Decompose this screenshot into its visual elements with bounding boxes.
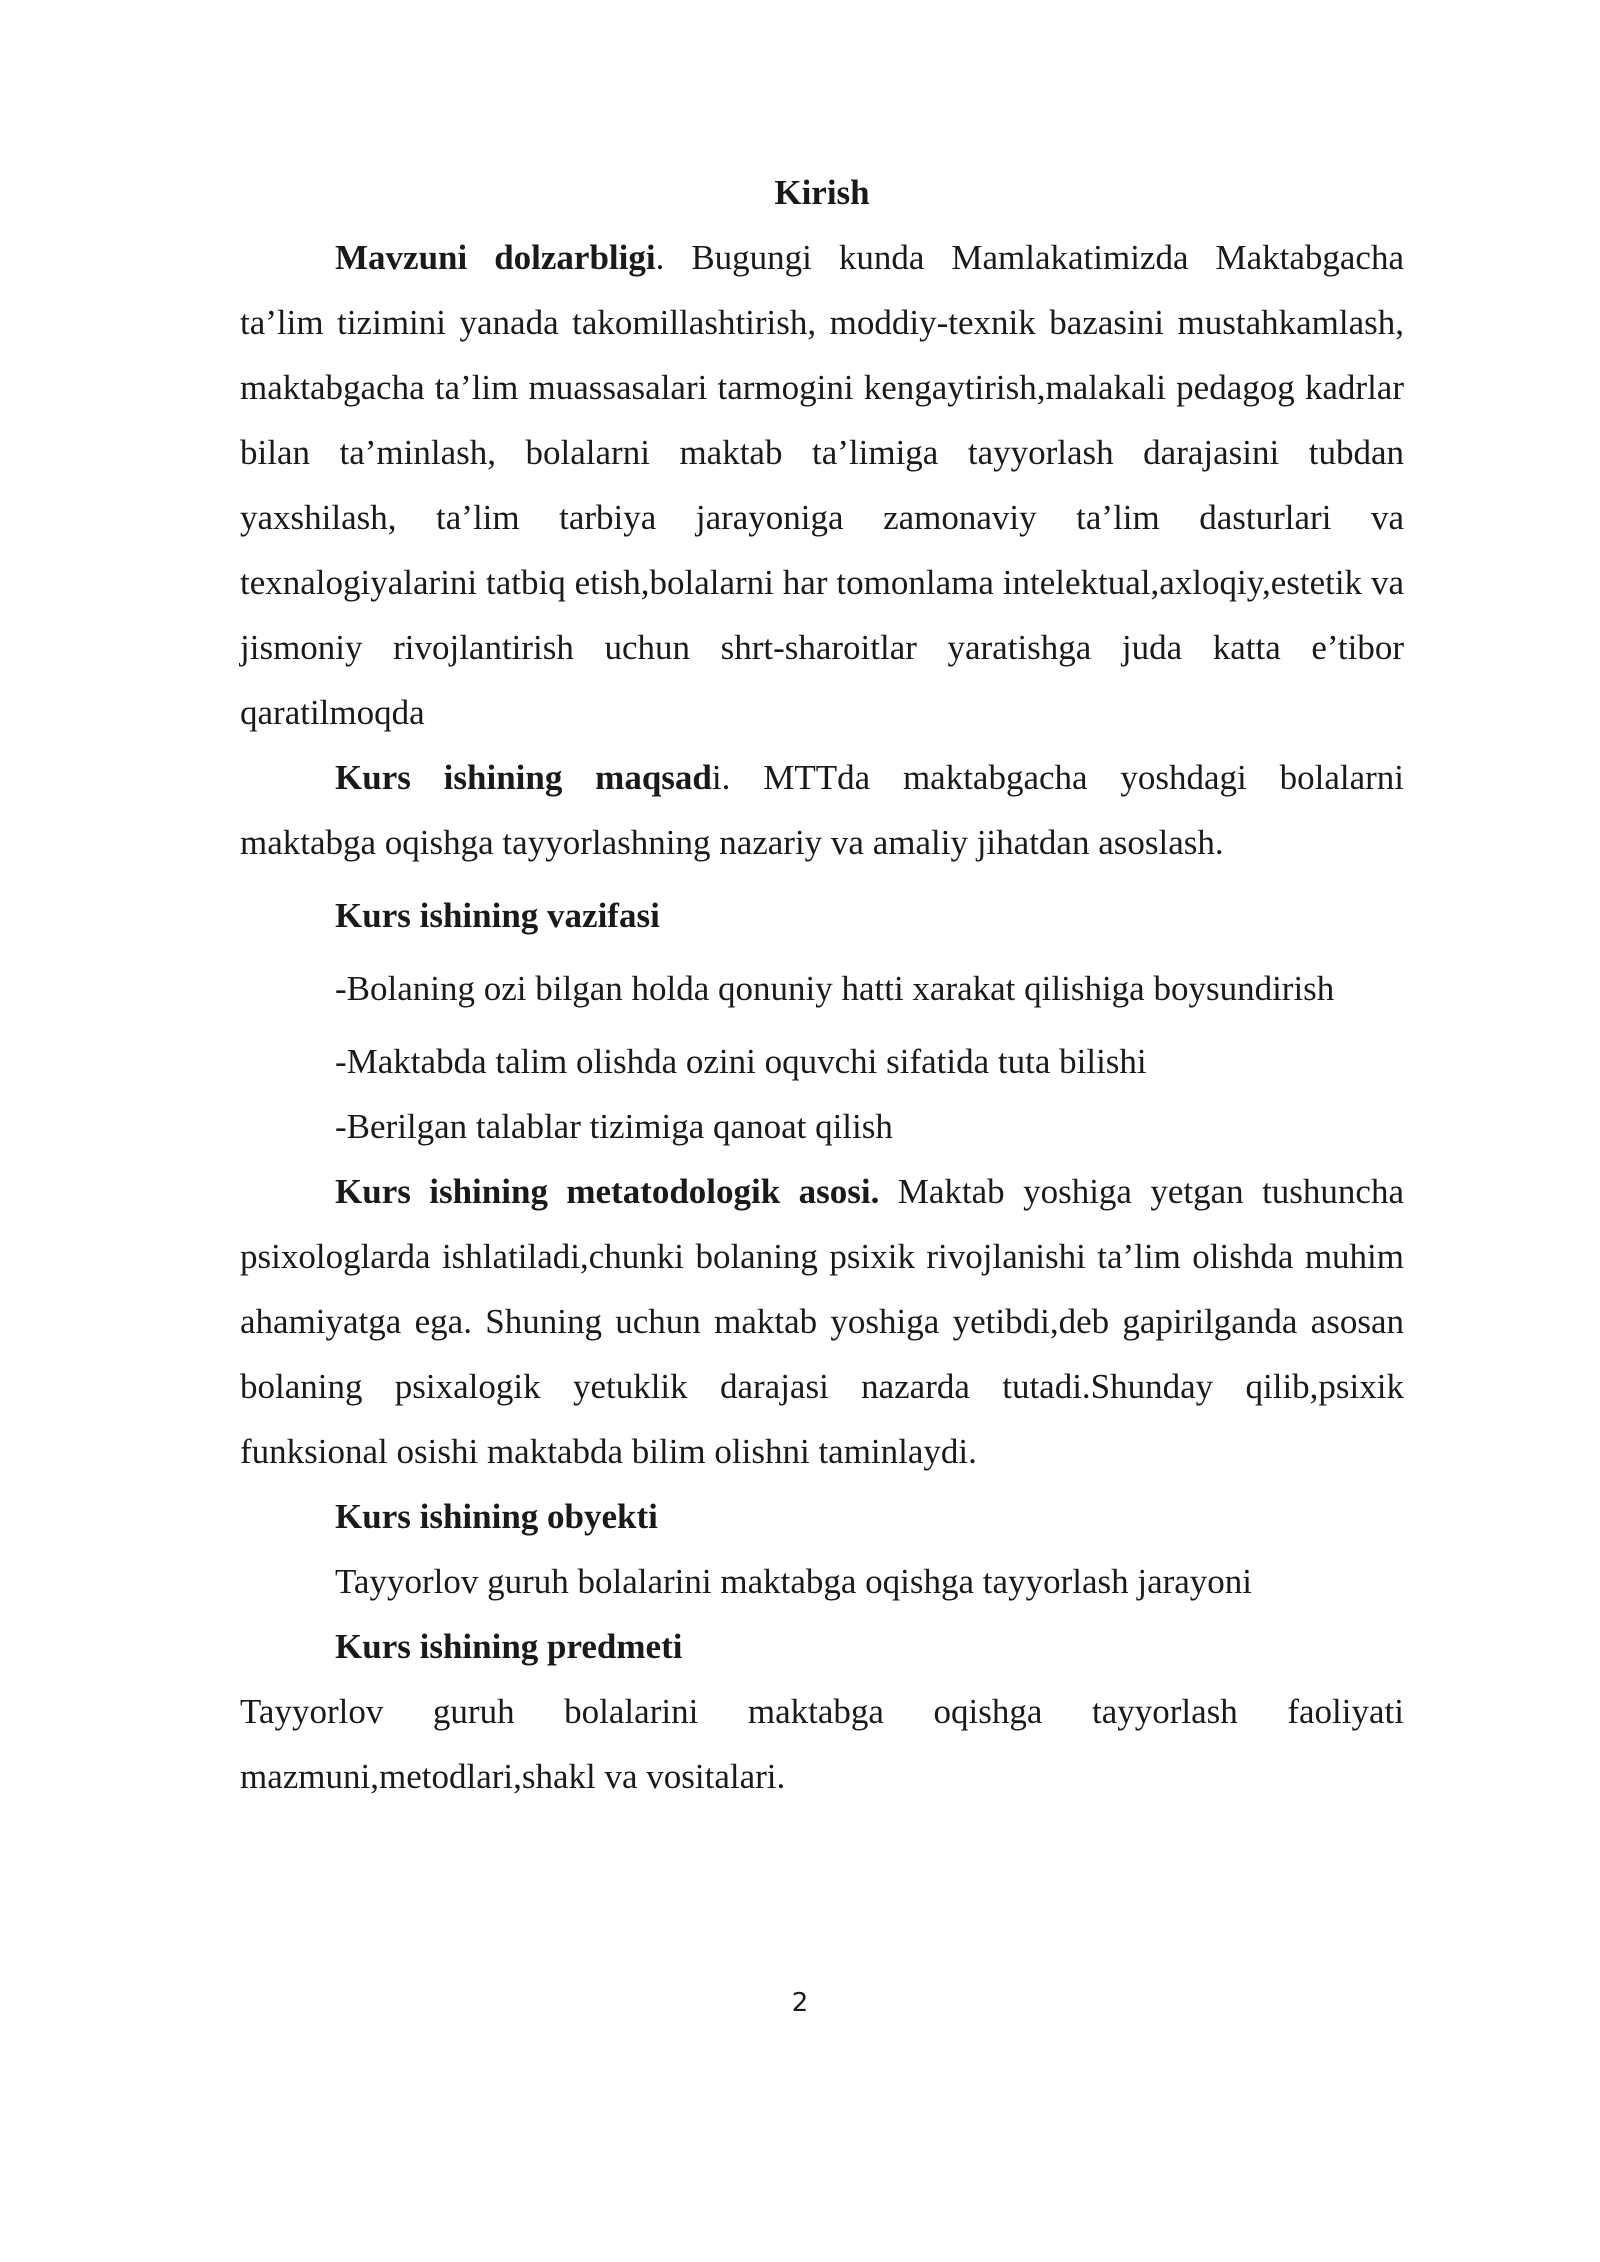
task-item: -Berilgan talablar tizimiga qanoat qilish [335, 1107, 893, 1146]
paragraph-maqsadi-text: i. MTTda maktabgacha yoshdagi bolalarni maktabga oqishga tayyorlashning nazariy va amaliy jihatdan asoslash. [240, 758, 1404, 862]
obyekti-text: Tayyorlov guruh bolalarini maktabga oqishga tayyorlash jarayoni [335, 1562, 1253, 1601]
page-number: 2 [791, 1988, 809, 2018]
paragraph-metodologik-heading: Kurs ishining metatodologik asosi. [335, 1172, 880, 1211]
paragraph-metodologik [240, 1159, 1404, 1484]
page-title: Kirish [774, 173, 870, 212]
paragraph-maqsadi-heading: Kurs ishining maqsad [335, 758, 712, 797]
heading-vazifasi [240, 883, 1404, 948]
paragraph-dolzarbligi [240, 225, 1404, 745]
predmeti-text: Tayyorlov guruh bolalarini maktabga oqishga tayyorlash faoliyati mazmuni,metodlari,shakl va vositalari. [240, 1692, 1404, 1796]
heading-obyekti [240, 1484, 1404, 1549]
document-body [240, 160, 1404, 1809]
heading-predmeti-text: Kurs ishining predmeti [335, 1627, 683, 1666]
paragraph-dolzarbligi-text: . Bugungi kunda Mamlakatimizda Maktabgacha ta’lim tizimini yanada takomillashtirish, moddiy-texnik bazasini mustahkamlash, maktabgacha ta’lim muassasalari tarmogini kengaytirish,malakali pedagog kadrlar bilan ta’minlash, bolalarni maktab ta’limiga tayyorlash darajasini tubdan yaxshilash, ta’lim tarbiya jarayoniga zamonaviy ta’lim dasturlari va texnalogiyalarini tatbiq etish,bolalarni har tomonlama intelektual,axloqiy,estetik va jismoniy rivojlantirish uchun shrt-sharoitlar yaratishga juda katta e’tibor qaratilmoqda [240, 238, 1404, 732]
task-item: -Bolaning ozi bilgan holda qonuniy hatti xarakat qilishiga boysundirish [335, 969, 1335, 1008]
heading-vazifasi-text: Kurs ishining vazifasi [335, 896, 660, 935]
heading-predmeti [240, 1614, 1404, 1679]
task-item: -Maktabda talim olishda ozini oquvchi sifatida tuta bilishi [335, 1042, 1147, 1081]
paragraph-maqsadi [240, 745, 1404, 875]
paragraph-dolzarbligi-heading: Mavzuni dolzarbligi [335, 238, 656, 277]
paragraph-metodologik-text: Maktab yoshiga yetgan tushuncha psixologlarda ishlatiladi,chunki bolaning psixik rivojlanishi ta’lim olishda muhim ahamiyatga ega. Shuning uchun maktab yoshiga yetibdi,deb gapirilganda asosan bolaning psixalogik yetuklik darajasi nazarda tutadi.Shunday qilib,psixik funksional osishi maktabda bilim olishni taminlaydi. [240, 1172, 1404, 1471]
heading-obyekti-text: Kurs ishining obyekti [335, 1497, 658, 1536]
